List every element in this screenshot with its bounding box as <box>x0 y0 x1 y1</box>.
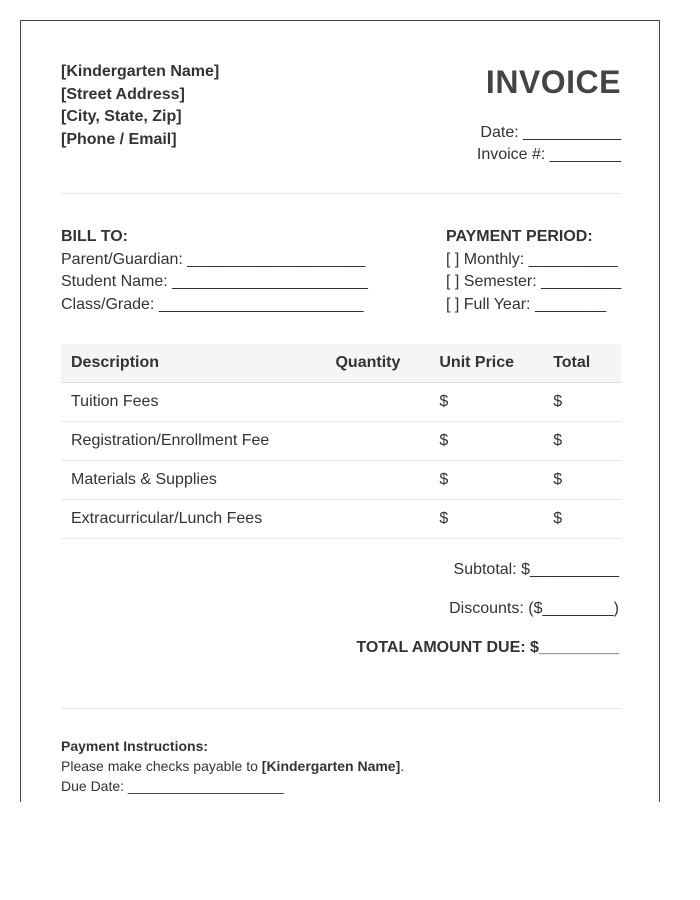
row-quantity <box>325 422 429 461</box>
row-description: Registration/Enrollment Fee <box>61 422 325 461</box>
table-row <box>61 383 621 422</box>
invoice-meta <box>477 122 621 166</box>
parent-guardian-line: Parent/Guardian: ____________________ <box>61 250 366 268</box>
fee-table-header-row <box>61 344 621 383</box>
table-row <box>61 500 621 539</box>
discounts-line: Discounts: ($________) <box>449 600 619 617</box>
school-info <box>61 61 219 151</box>
bill-to-heading: BILL TO: <box>61 228 128 245</box>
header-description: Description <box>61 344 325 383</box>
invoice-page <box>20 20 660 802</box>
row-total: $ <box>543 422 621 461</box>
bill-to-section <box>61 226 368 316</box>
total-due-line: TOTAL AMOUNT DUE: $_________ <box>356 639 619 656</box>
row-unit-price: $ <box>429 461 543 500</box>
row-description: Extracurricular/Lunch Fees <box>61 500 325 539</box>
due-date-line: Due Date: ____________________ <box>61 778 284 794</box>
full-year-option: [ ] Full Year: ________ <box>446 295 607 313</box>
header-quantity: Quantity <box>325 344 429 383</box>
row-description: Tuition Fees <box>61 383 325 422</box>
semester-option: [ ] Semester: _________ <box>446 273 622 290</box>
row-quantity <box>325 500 429 539</box>
invoice-header <box>61 61 621 171</box>
school-contact: [Phone / Email] <box>61 130 177 148</box>
header-total: Total <box>543 344 621 383</box>
payment-period-section <box>446 226 621 316</box>
monthly-option: [ ] Monthly: __________ <box>446 250 618 268</box>
payment-period-heading: PAYMENT PERIOD: <box>446 228 593 245</box>
table-row <box>61 422 621 461</box>
checks-payable-line <box>61 756 404 776</box>
footer-divider <box>61 708 621 709</box>
row-description: Materials & Supplies <box>61 461 325 500</box>
payment-instructions <box>61 736 404 796</box>
invoice-title: INVOICE <box>485 64 621 100</box>
invoice-date-line: Date: ___________ <box>480 124 621 141</box>
row-unit-price: $ <box>429 422 543 461</box>
row-total: $ <box>543 461 621 500</box>
invoice-number-line: Invoice #: ________ <box>476 146 621 163</box>
class-grade-line: Class/Grade: _______________________ <box>61 295 364 313</box>
row-unit-price: $ <box>429 383 543 422</box>
row-quantity <box>325 383 429 422</box>
table-row <box>61 461 621 500</box>
school-name: [Kindergarten Name] <box>61 63 220 80</box>
row-unit-price: $ <box>429 500 543 539</box>
row-total: $ <box>543 383 621 422</box>
subtotal-line: Subtotal: $__________ <box>453 561 619 578</box>
row-total: $ <box>543 500 621 539</box>
header-unit-price: Unit Price <box>429 344 543 383</box>
checks-suffix: . <box>400 758 405 774</box>
fee-table <box>61 344 621 539</box>
payment-instructions-heading: Payment Instructions: <box>61 738 209 754</box>
school-city: [City, State, Zip] <box>61 108 182 125</box>
totals-section <box>356 559 619 676</box>
checks-payee: [Kindergarten Name] <box>261 758 401 774</box>
school-street: [Street Address] <box>61 85 185 103</box>
row-quantity <box>325 461 429 500</box>
checks-prefix: Please make checks payable to <box>61 758 262 774</box>
student-name-line: Student Name: ______________________ <box>61 273 368 290</box>
header-divider <box>61 193 621 194</box>
